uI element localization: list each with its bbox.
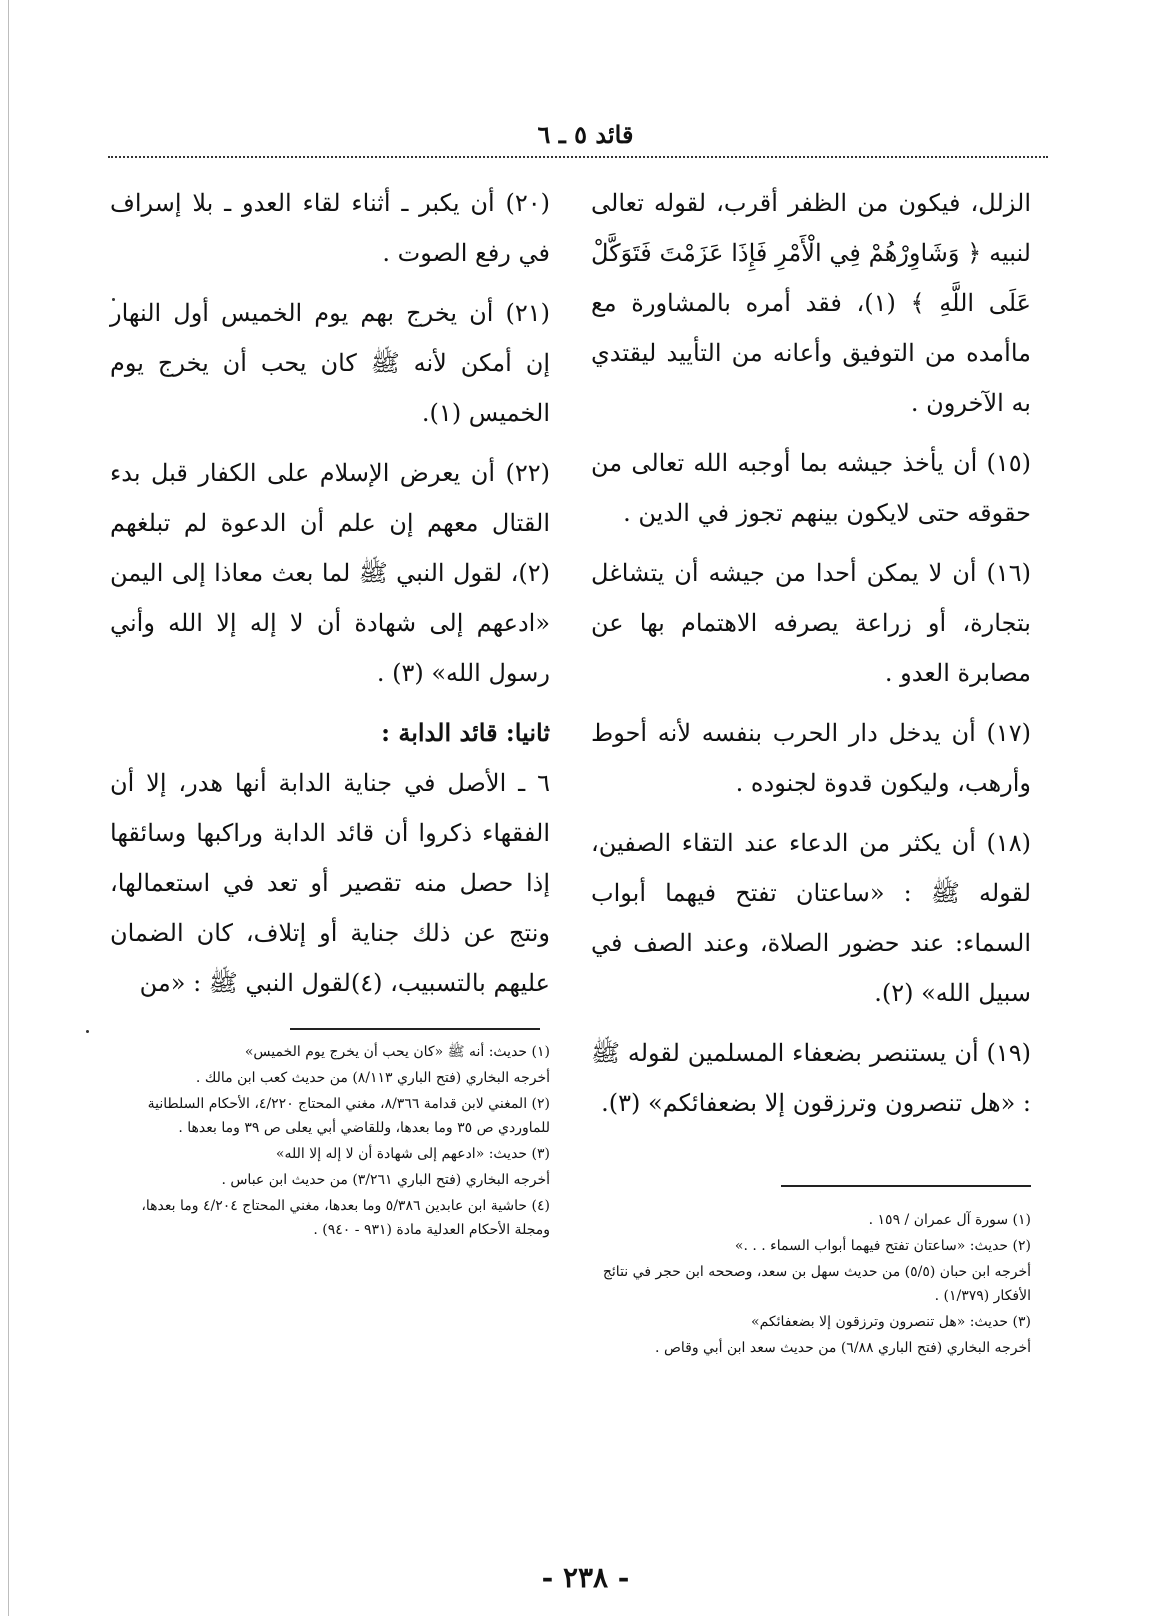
footnote: (٣) حديث: «هل تنصرون وترزقون إلا بضعفائكم» xyxy=(751,1314,1031,1330)
paragraph: (١٦) أن لا يمكن أحدا من جيشه أن يتشاغل بتجارة، أو زراعة يصرفه الاهتمام بها عن مصابرة العدو . xyxy=(591,559,1031,687)
paragraph: ٦ ـ الأصل في جناية الدابة أنها هدر، إلا أن الفقهاء ذكروا أن قائد الدابة وراكبها وسائقها إذا حصل منه تقصير أو تعد في استعمالها، ونتج عن ذلك جناية أو إتلاف، كان الضمان عليهم بالتسبيب، (٤)لقول النبي ﷺ : «من xyxy=(110,769,551,997)
paragraph: (٢١) أن يخرج بهم يوم الخميس أول النهار إن أمكن لأنه ﷺ كان يحب أن يخرج يوم الخميس (١). xyxy=(110,299,550,427)
right-column xyxy=(591,178,1031,1138)
scan-edge-line xyxy=(8,0,9,1616)
footnote-separator xyxy=(290,1028,540,1030)
section-heading: ثانيا: قائد الدابة : xyxy=(381,718,550,747)
scan-speck xyxy=(86,1030,89,1033)
left-column xyxy=(110,178,550,1018)
footnote-separator xyxy=(781,1185,1031,1187)
footnote: (٢) المغني لابن قدامة ٨/٣٦٦، مغني المحتاج ٤/٢٢٠، الأحكام السلطانية للماوردي ص ٣٥ وما بعدها، وللقاضي أبي يعلى ص ٣٩ وما بعدها . xyxy=(147,1096,550,1136)
right-footnotes xyxy=(591,1208,1031,1362)
running-header: قائد ٥ ـ ٦ xyxy=(537,120,634,149)
footnote: (٤) حاشية ابن عابدين ٥/٣٨٦ وما بعدها، مغني المحتاج ٤/٢٠٤ وما بعدها، ومجلة الأحكام العدلية مادة (٩٣١ - ٩٤٠) . xyxy=(141,1198,550,1238)
paragraph: (١٨) أن يكثر من الدعاء عند التقاء الصفين، لقوله ﷺ : «ساعتان تفتح فيهما أبواب السماء: عند حضور الصلاة، وعند الصف في سبيل الله» (٢). xyxy=(591,829,1031,1007)
page-number: - ٢٣٨ - xyxy=(541,1561,630,1594)
footnote: أخرجه البخاري (فتح الباري ٦/٨٨) من حديث سعد ابن أبي وقاص . xyxy=(655,1340,1031,1356)
footnote: (١) حديث: أنه ﷺ «كان يحب أن يخرج يوم الخميس» xyxy=(244,1044,550,1060)
footnote: (٣) حديث: «ادعهم إلى شهادة أن لا إله إلا الله» xyxy=(275,1146,550,1162)
left-footnotes xyxy=(110,1040,550,1244)
footnote: (٢) حديث: «ساعتان تفتح فيهما أبواب السماء . . .» xyxy=(734,1238,1031,1254)
paragraph: (٢٠) أن يكبر ـ أثناء لقاء العدو ـ بلا إسراف في رفع الصوت . xyxy=(110,189,550,267)
footnote: (١) سورة آل عمران / ١٥٩ . xyxy=(868,1212,1031,1228)
footnote: أخرجه البخاري (فتح الباري ٣/٢٦١) من حديث ابن عباس . xyxy=(221,1172,550,1188)
paragraph: الزلل، فيكون من الظفر أقرب، لقوله تعالى لنبيه ﴿ وَشَاوِرْهُمْ فِي الْأَمْرِ فَإِذَا عَزَمْتَ فَتَوَكَّلْ عَلَى اللَّهِ ﴾ (١)، فقد أمره بالمشاورة مع ماأمده من التوفيق وأعانه من التأييد ليقتدي به الآخرون . xyxy=(591,189,1032,417)
paragraph: (١٩) أن يستنصر بضعفاء المسلمين لقوله ﷺ : «هل تنصرون وترزقون إلا بضعفائكم» (٣). xyxy=(591,1039,1031,1117)
paragraph: (٢٢) أن يعرض الإسلام على الكفار قبل بدء القتال معهم إن علم أن الدعوة لم تبلغهم (٢)، لقول النبي ﷺ لما بعث معاذا إلى اليمن «ادعهم إلى شهادة أن لا إله إلا الله وأني رسول الله» (٣) . xyxy=(110,459,550,687)
footnote: أخرجه ابن حبان (٥/٥) من حديث سهل بن سعد، وصححه ابن حجر في نتائج الأفكار (١/٣٧٩) . xyxy=(602,1264,1031,1304)
paragraph: (١٥) أن يأخذ جيشه بما أوجبه الله تعالى من حقوقه حتى لايكون بينهم تجوز في الدين . xyxy=(591,449,1031,527)
footnote: أخرجه البخاري (فتح الباري ٨/١١٣) من حديث كعب ابن مالك . xyxy=(195,1070,550,1086)
header-dotted-rule xyxy=(108,156,1048,158)
paragraph: (١٧) أن يدخل دار الحرب بنفسه لأنه أحوط وأرهب، وليكون قدوة لجنوده . xyxy=(591,719,1031,797)
